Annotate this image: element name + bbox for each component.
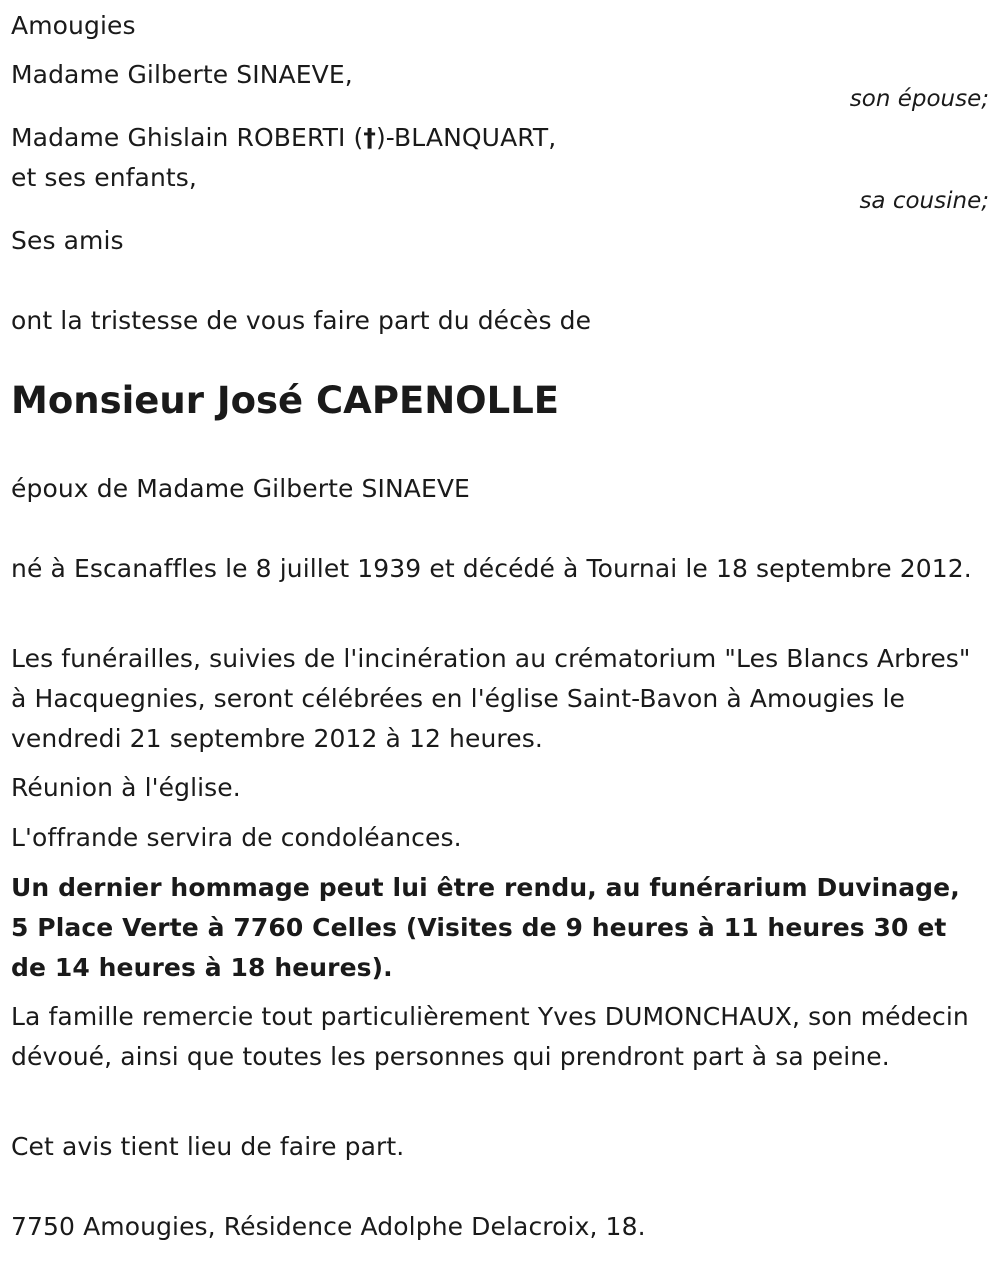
mourner-cousin-name-part1: Madame Ghislain ROBERTI ( <box>11 123 364 152</box>
tribute-details: Un dernier hommage peut lui être rendu, au funérarium Duvinage, 5 Place Verte à 7760 Celles (Visites de 9 heures à 11 heures 30 et de 14 heures à 18 heures). <box>11 873 960 982</box>
mourner-cousin-name <box>11 118 556 158</box>
mourner-spouse-relation: son épouse; <box>849 86 989 112</box>
mourner-spouse-name: Madame Gilberte SINAEVE, <box>11 60 353 89</box>
mourner-cousin-children: et ses enfants, <box>11 163 197 192</box>
mourner-cousin-name-part2: )-BLANQUART, <box>375 123 557 152</box>
announcement-text: ont la tristesse de vous faire part du décès de <box>11 306 592 335</box>
deceased-cross-icon: † <box>363 123 376 152</box>
birth-death-details: né à Escanaffles le 8 juillet 1939 et décédé à Tournai le 18 septembre 2012. <box>11 554 972 583</box>
notice-statement: Cet avis tient lieu de faire part. <box>11 1132 405 1161</box>
family-thanks: La famille remercie tout particulièrement Yves DUMONCHAUX, son médecin dévoué, ainsi que toutes les personnes qui prendront part à sa peine. <box>11 1002 969 1071</box>
family-address: 7750 Amougies, Résidence Adolphe Delacroix, 18. <box>11 1212 646 1241</box>
mourner-cousin-relation: sa cousine; <box>859 188 989 214</box>
village-name: Amougies <box>11 11 136 40</box>
meeting-place: Réunion à l'église. <box>11 773 241 802</box>
offering-note: L'offrande servira de condoléances. <box>11 823 462 852</box>
mourner-friends: Ses amis <box>11 226 124 255</box>
deceased-name: Monsieur José CAPENOLLE <box>11 379 560 422</box>
deceased-spouse: époux de Madame Gilberte SINAEVE <box>11 474 470 503</box>
funeral-ceremony: Les funérailles, suivies de l'incinération au crématorium "Les Blancs Arbres" à Hacquegnies, seront célébrées en l'église Saint-Bavon à Amougies le vendredi 21 septembre 2012 à 12 heures. <box>11 644 971 753</box>
